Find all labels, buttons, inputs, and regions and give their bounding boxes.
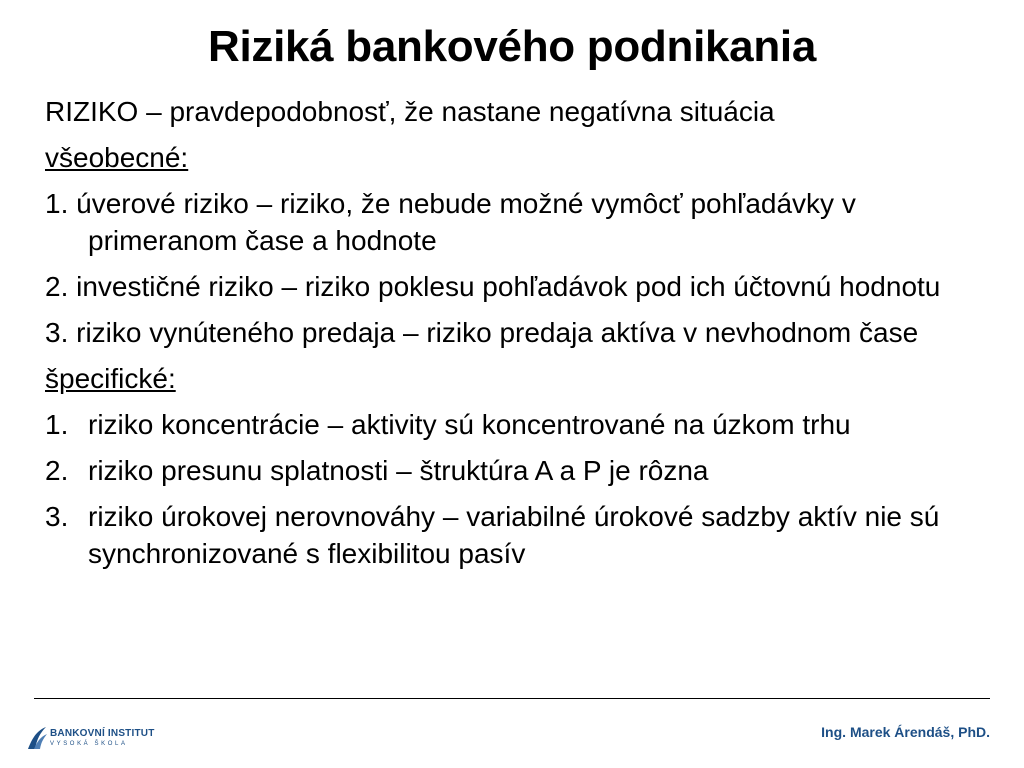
logo-swoosh-icon (26, 725, 48, 751)
specific-item-number: 2. (45, 455, 69, 486)
general-item-1: 1. úverové riziko – riziko, že nebude možné vymôcť pohľadávky v primeranom čase a hodnote (45, 188, 856, 256)
general-item-2: 2. investičné riziko – riziko poklesu pohľadávok pod ich účtovnú hodnotu (45, 271, 941, 302)
author-credit: Ing. Marek Árendáš, PhD. (821, 724, 990, 740)
logo-main-text: BANKOVNÍ INSTITUT (50, 728, 155, 739)
institute-logo (26, 724, 155, 752)
specific-heading: špecifické: (45, 363, 176, 394)
specific-item-text: riziko presunu splatnosti – štruktúra A a P je rôzna (88, 455, 709, 486)
specific-item-3 (45, 498, 995, 572)
specific-item-text: riziko úrokovej nerovnováhy – variabilné úrokové sadzby aktív nie sú synchronizované s flexibilitou pasív (88, 501, 940, 569)
risk-definition: RIZIKO – pravdepodobnosť, že nastane negatívna situácia (45, 96, 775, 127)
slide-title: Riziká bankového podnikania (207, 22, 817, 71)
slide-content (45, 93, 995, 581)
specific-item-1 (45, 406, 995, 443)
specific-item-number: 3. (45, 501, 69, 532)
logo-sub-text: VYSOKÁ ŠKOLA (50, 741, 128, 747)
general-heading: všeobecné: (45, 142, 189, 173)
specific-item-text: riziko koncentrácie – aktivity sú koncentrované na úzkom trhu (88, 409, 851, 440)
general-item-3: 3. riziko vynúteného predaja – riziko predaja aktíva v nevhodnom čase (45, 317, 919, 348)
specific-item-number: 1. (45, 409, 69, 440)
footer-divider (34, 698, 990, 699)
specific-item-2 (45, 452, 995, 489)
